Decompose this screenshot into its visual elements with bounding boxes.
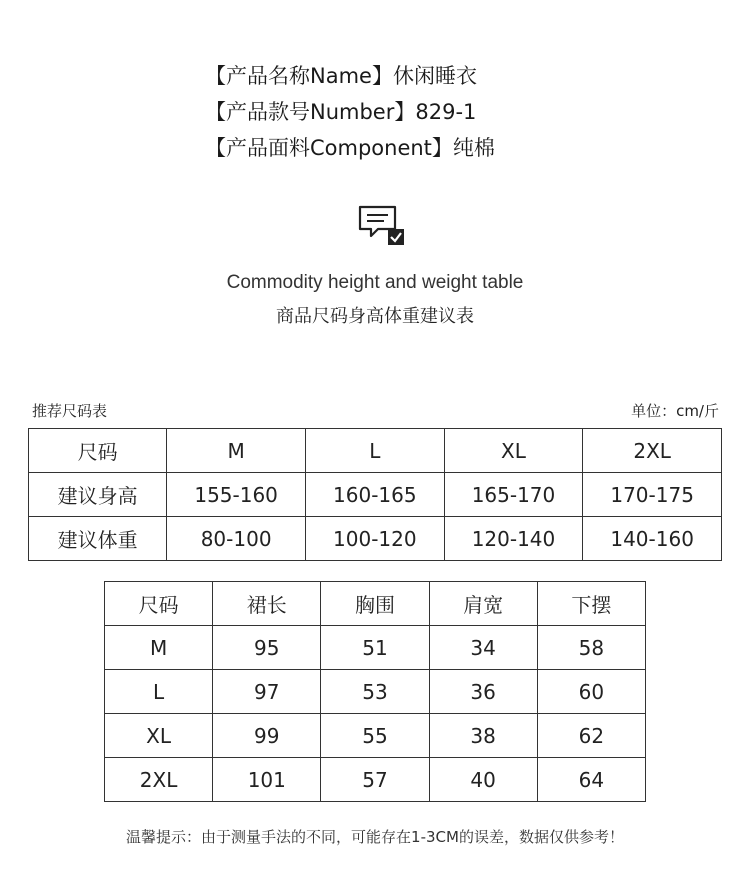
product-name: 【产品名称Name】休闲睡衣 bbox=[205, 64, 477, 88]
product-component: 【产品面料Component】纯棉 bbox=[205, 136, 495, 160]
table-cell: 165-170 bbox=[444, 473, 583, 517]
table-cell: 64 bbox=[537, 758, 645, 802]
caption-chinese: 商品尺码身高体重建议表 bbox=[276, 306, 474, 327]
table-cell: 140-160 bbox=[583, 517, 722, 561]
table-cell: 97 bbox=[213, 670, 321, 714]
table-cell: 55 bbox=[321, 714, 429, 758]
header-cell: XL bbox=[444, 429, 583, 473]
table-cell: 101 bbox=[213, 758, 321, 802]
header-cell: 2XL bbox=[583, 429, 722, 473]
table-cell: 建议体重 bbox=[29, 517, 167, 561]
table-cell: 95 bbox=[213, 626, 321, 670]
table-row bbox=[105, 626, 646, 670]
header-cell: 肩宽 bbox=[429, 582, 537, 626]
table-cell: M bbox=[105, 626, 213, 670]
caption-english: Commodity height and weight table bbox=[226, 272, 524, 293]
table-row bbox=[29, 517, 722, 561]
table-cell: 建议身高 bbox=[29, 473, 167, 517]
header-cell: 下摆 bbox=[537, 582, 645, 626]
message-check-icon bbox=[357, 205, 407, 247]
header-cell: 胸围 bbox=[321, 582, 429, 626]
table-cell: 36 bbox=[429, 670, 537, 714]
table-row bbox=[105, 714, 646, 758]
header-cell: 裙长 bbox=[213, 582, 321, 626]
table-cell: 80-100 bbox=[167, 517, 306, 561]
table-cell: 60 bbox=[537, 670, 645, 714]
table-cell: 160-165 bbox=[305, 473, 444, 517]
table-cell: 34 bbox=[429, 626, 537, 670]
table-cell: 155-160 bbox=[167, 473, 306, 517]
header-cell: L bbox=[305, 429, 444, 473]
table-row bbox=[105, 670, 646, 714]
table-cell: 100-120 bbox=[305, 517, 444, 561]
table-cell: 40 bbox=[429, 758, 537, 802]
product-info bbox=[205, 58, 495, 166]
header-cell: M bbox=[167, 429, 306, 473]
header-cell: 尺码 bbox=[29, 429, 167, 473]
table-cell: 99 bbox=[213, 714, 321, 758]
table-cell: 57 bbox=[321, 758, 429, 802]
table-row bbox=[29, 473, 722, 517]
unit-label: 单位：cm/斤 bbox=[631, 402, 719, 420]
table-cell: XL bbox=[105, 714, 213, 758]
product-number: 【产品款号Number】829-1 bbox=[205, 100, 477, 124]
table-row bbox=[105, 758, 646, 802]
header-cell: 尺码 bbox=[105, 582, 213, 626]
table-cell: 53 bbox=[321, 670, 429, 714]
size-table-label: 推荐尺码表 bbox=[32, 402, 108, 420]
measurement-note: 温馨提示：由于测量手法的不同，可能存在1-3CM的误差，数据仅供参考！ bbox=[126, 828, 624, 846]
table-cell: 2XL bbox=[105, 758, 213, 802]
recommended-size-table bbox=[28, 428, 722, 561]
table-cell: L bbox=[105, 670, 213, 714]
table-cell: 38 bbox=[429, 714, 537, 758]
table-cell: 51 bbox=[321, 626, 429, 670]
garment-measurement-table bbox=[104, 581, 646, 802]
table-cell: 170-175 bbox=[583, 473, 722, 517]
table-cell: 58 bbox=[537, 626, 645, 670]
table-cell: 62 bbox=[537, 714, 645, 758]
table-cell: 120-140 bbox=[444, 517, 583, 561]
table-header-row bbox=[29, 429, 722, 473]
table-header-row bbox=[105, 582, 646, 626]
